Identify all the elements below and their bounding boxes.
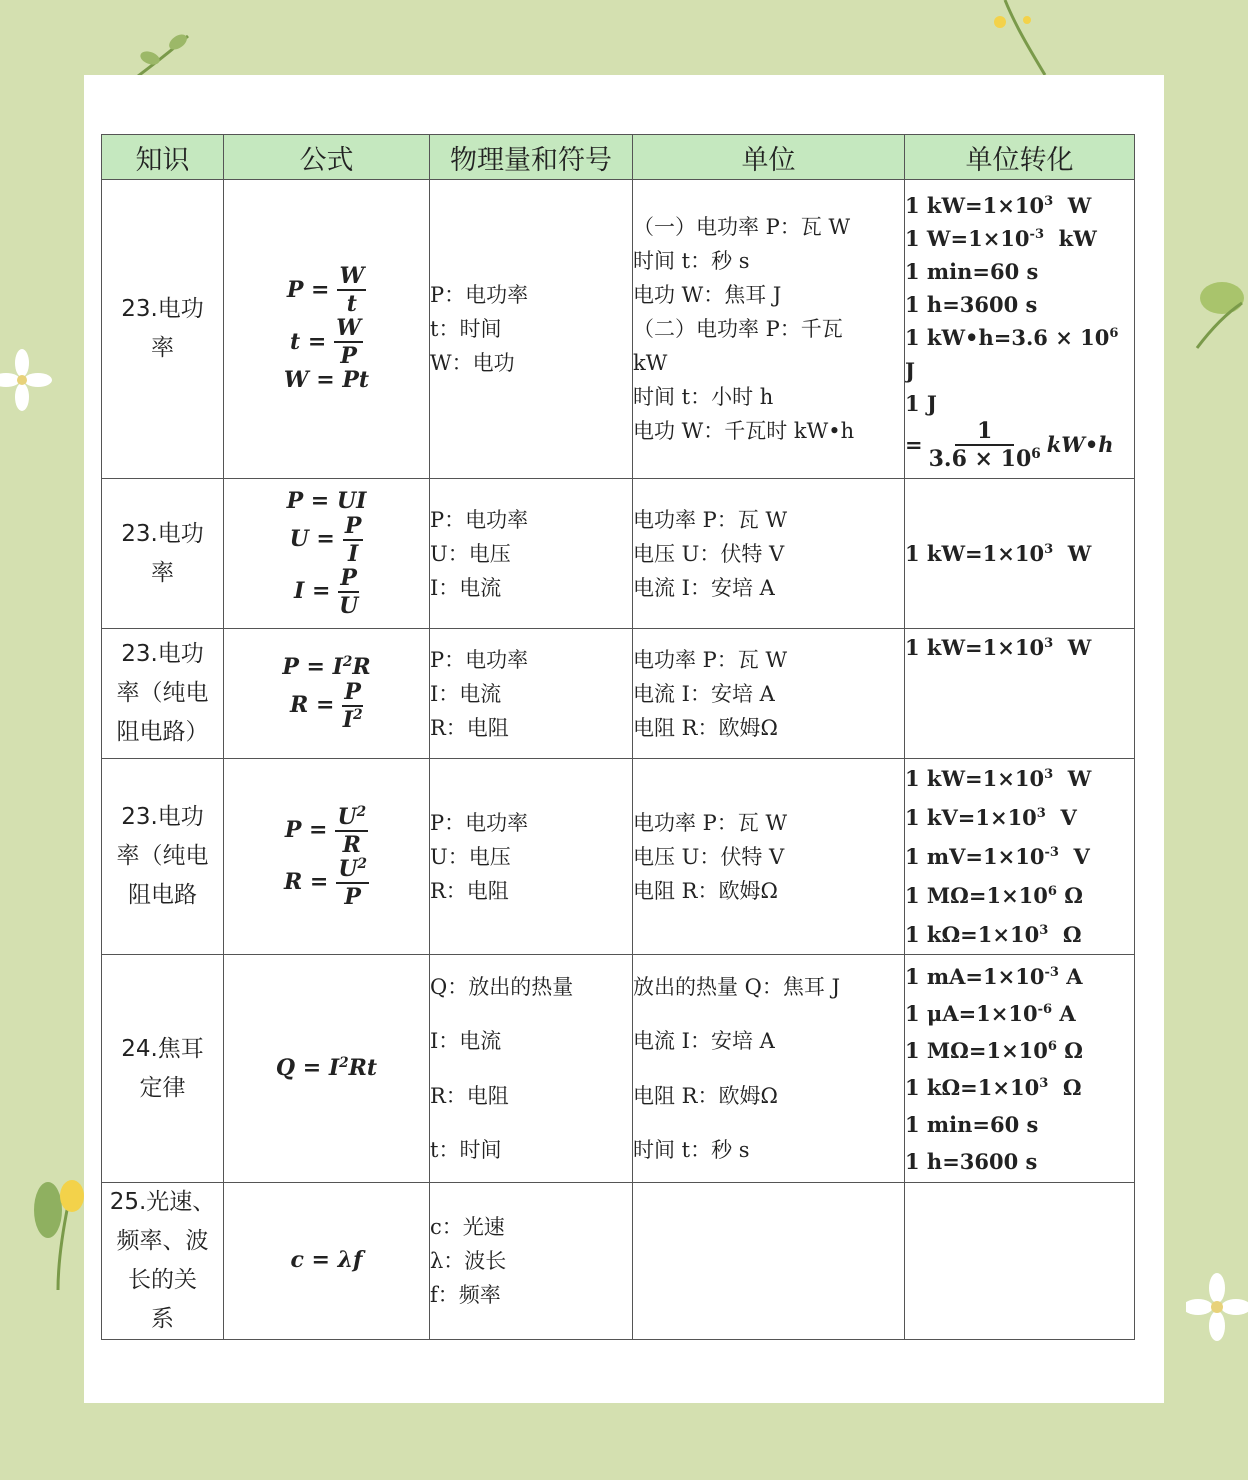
- flower-top-right-icon: [985, 0, 1055, 75]
- symbol-line: P：电功率: [430, 810, 529, 835]
- unit-line: 电阻 R：欧姆Ω: [633, 1083, 778, 1108]
- symbols-cell: [430, 629, 633, 759]
- symbol-line: W：电功: [430, 351, 515, 375]
- formula-cell: [224, 1183, 430, 1340]
- flower-left-icon: [0, 345, 55, 415]
- symbol-line: f：频率: [430, 1283, 501, 1307]
- knowledge-line: 率（纯电: [116, 843, 209, 869]
- symbol-line: P：电功率: [430, 283, 529, 307]
- table-row: [102, 629, 1135, 759]
- conversion-cell: [905, 955, 1135, 1183]
- symbol-line: R：电阻: [430, 715, 509, 740]
- conversion-line: 1 $M\Omega=1\times 10^6$ Ω: [905, 883, 1083, 908]
- conversion-cell: [905, 180, 1135, 479]
- conversion-line: 1 $kW=1\times 10^3$ W: [905, 766, 1092, 791]
- symbol-line: R：电阻: [430, 1083, 509, 1108]
- formula-power-ui: P = UI: [286, 487, 367, 514]
- flower-bottom-right-icon: [1186, 1272, 1248, 1342]
- conversion-line: 1 h=3600 s: [905, 1148, 1038, 1174]
- unit-line: 放出的热量 Q：焦耳 J: [633, 974, 840, 999]
- units-cell: [633, 759, 905, 955]
- units-cell: [633, 629, 905, 759]
- knowledge-cell: [102, 629, 224, 759]
- conversion-cell: [905, 479, 1135, 629]
- unit-line: （一）电功率 P：瓦 W: [633, 215, 851, 239]
- knowledge-cell: [102, 759, 224, 955]
- symbol-line: U：电压: [430, 541, 511, 566]
- conversion-cell: [905, 1183, 1135, 1340]
- symbol-line: I：电流: [430, 1029, 502, 1054]
- conversion-line: 1 $mA=1\times 10^{-3}$ A: [905, 963, 1083, 989]
- formula-work-pt: W = Pt: [283, 367, 370, 394]
- conversion-line: 1 h=3600 s: [905, 291, 1038, 317]
- knowledge-line: 率（纯电: [116, 680, 209, 706]
- unit-line: 电阻 R：欧姆Ω: [633, 715, 778, 740]
- formula-resistance-u2-over-p: R = $\frac{U^2}{P}$: [283, 855, 368, 910]
- knowledge-line: 定律: [139, 1074, 186, 1101]
- conversion-fraction-line: = $\frac{1}{3.6 \times 10^6}$ kW•h: [905, 417, 1114, 472]
- symbols-cell: [430, 180, 633, 479]
- symbol-line: I：电流: [430, 681, 502, 706]
- symbol-line: λ：波长: [430, 1249, 507, 1273]
- table-row: [102, 955, 1135, 1183]
- units-cell: [633, 1183, 905, 1340]
- unit-line: 电压 U：伏特 V: [633, 541, 785, 566]
- knowledge-line: 率: [151, 559, 174, 586]
- conversion-line: 1 kW•h=3.6 × $10^6$: [905, 324, 1119, 350]
- conversion-line: 1 $k\Omega=1\times 10^3$ Ω: [905, 1074, 1082, 1100]
- unit-line: 时间 t：秒 s: [633, 1138, 750, 1163]
- header-formula: 公式: [224, 135, 430, 180]
- conversion-line: 1 $kV=1\times 10^3$ V: [905, 805, 1077, 830]
- knowledge-cell: [102, 180, 224, 479]
- formula-cell: [224, 759, 430, 955]
- header-row: [102, 135, 1135, 180]
- unit-line: （二）电功率 P：千瓦: [633, 317, 843, 341]
- knowledge-line: 系: [151, 1306, 174, 1332]
- symbol-line: P：电功率: [430, 507, 529, 532]
- symbol-line: R：电阻: [430, 878, 509, 903]
- conversion-line: 1 $k\Omega=1\times 10^3$ Ω: [905, 922, 1082, 947]
- unit-line: 电功率 P：瓦 W: [633, 507, 788, 532]
- conversion-cell: [905, 759, 1135, 955]
- knowledge-cell: [102, 955, 224, 1183]
- knowledge-line: 率: [151, 335, 174, 361]
- unit-line: 电流 I：安培 A: [633, 681, 775, 706]
- conversion-line: J: [905, 357, 915, 383]
- conversion-line: 1 $mV=1\times 10^{-3}$ V: [905, 844, 1090, 869]
- conversion-line: 1 $kW=1\times 10^3$ W: [905, 192, 1092, 218]
- units-cell: [633, 955, 905, 1183]
- knowledge-cell: [102, 1183, 224, 1340]
- symbols-cell: [430, 955, 633, 1183]
- leaf-right-icon: [1192, 268, 1248, 358]
- conversion-line: 1 $W=1\times 10^{-3}$ kW: [905, 225, 1097, 251]
- symbols-cell: [430, 1183, 633, 1340]
- knowledge-line: 23.电功: [121, 520, 204, 547]
- symbols-cell: [430, 479, 633, 629]
- symbols-cell: [430, 759, 633, 955]
- formula-cell: [224, 479, 430, 629]
- table-row: [102, 759, 1135, 955]
- unit-line: 电流 I：安培 A: [633, 575, 775, 600]
- unit-line: 电压 U：伏特 V: [633, 844, 785, 869]
- header-unit-conversion: 单位转化: [905, 135, 1135, 180]
- formula-resistance-p-over-i2: R = $\frac{P}{I^2}$: [290, 679, 363, 734]
- formula-current-p-over-u: I = $\frac{P}{U}$: [294, 565, 359, 620]
- table-row: [102, 180, 1135, 479]
- knowledge-line: 阻电路: [128, 882, 197, 908]
- formula-time-w-over-p: t = $\frac{W}{P}$: [290, 315, 361, 370]
- conversion-line: 1 min=60 s: [905, 1111, 1039, 1137]
- symbol-line: t：时间: [430, 1138, 502, 1163]
- conversion-line: 1 $\mu A=1\times 10^{-6}$ A: [905, 1000, 1076, 1026]
- header-units: 单位: [633, 135, 905, 180]
- unit-line: 电功率 P：瓦 W: [633, 810, 788, 835]
- knowledge-line: 23.电功: [121, 804, 204, 830]
- formula-power-w-over-t: P = $\frac{W}{t}$: [286, 263, 365, 318]
- knowledge-line: 长的关: [128, 1267, 197, 1293]
- formula-light-speed: c = λf: [290, 1247, 363, 1274]
- knowledge-line: 25.光速、: [109, 1189, 216, 1215]
- conversion-line: 1 min=60 s: [905, 258, 1039, 284]
- knowledge-line: 24.焦耳: [121, 1035, 204, 1062]
- physics-formula-table: [101, 134, 1135, 1340]
- tulip-bottom-left-icon: [28, 1170, 88, 1290]
- units-cell: [633, 479, 905, 629]
- knowledge-cell: [102, 479, 224, 629]
- formula-cell: [224, 629, 430, 759]
- unit-line: 电阻 R：欧姆Ω: [633, 878, 778, 903]
- table-row: [102, 1183, 1135, 1340]
- unit-line: 时间 t：小时 h: [633, 385, 774, 409]
- unit-line: 时间 t：秒 s: [633, 249, 750, 273]
- unit-line: 电流 I：安培 A: [633, 1029, 775, 1054]
- formula-power-u2-over-r: P = $\frac{U^2}{R}$: [284, 803, 367, 858]
- header-quantities-symbols: 物理量和符号: [430, 135, 633, 180]
- unit-line: 电功 W：焦耳 J: [633, 283, 782, 307]
- unit-line: kW: [633, 351, 668, 375]
- conversion-line: 1 $kW=1\times 10^3$ W: [905, 541, 1092, 566]
- formula-cell: [224, 180, 430, 479]
- formula-cell: [224, 955, 430, 1183]
- symbol-line: U：电压: [430, 844, 511, 869]
- conversion-line: 1 $M\Omega=1\times 10^6$ Ω: [905, 1037, 1083, 1063]
- formula-voltage-p-over-i: U = $\frac{P}{I}$: [289, 513, 362, 568]
- symbol-line: Q：放出的热量: [430, 974, 574, 999]
- conversion-line: 1 $kW=1\times 10^3$ W: [905, 635, 1092, 660]
- unit-line: 电功 W：千瓦时 kW•h: [633, 419, 855, 443]
- knowledge-line: 23.电功: [121, 296, 204, 322]
- conversion-cell: [905, 629, 1135, 759]
- formula-power-i2r: $P = I^2R$: [282, 653, 371, 680]
- units-cell: [633, 180, 905, 479]
- symbol-line: P：电功率: [430, 647, 529, 672]
- conversion-line: 1 J: [905, 390, 937, 416]
- unit-line: 电功率 P：瓦 W: [633, 647, 788, 672]
- knowledge-line: 阻电路）: [116, 719, 209, 745]
- header-knowledge: 知识: [102, 135, 224, 180]
- symbol-line: t：时间: [430, 317, 502, 341]
- symbol-line: c：光速: [430, 1215, 505, 1239]
- table-row: [102, 479, 1135, 629]
- formula-joule-law: $Q = I^2Rt$: [275, 1054, 378, 1081]
- knowledge-line: 频率、波: [116, 1228, 209, 1254]
- symbol-line: I：电流: [430, 575, 502, 600]
- knowledge-line: 23.电功: [121, 641, 204, 667]
